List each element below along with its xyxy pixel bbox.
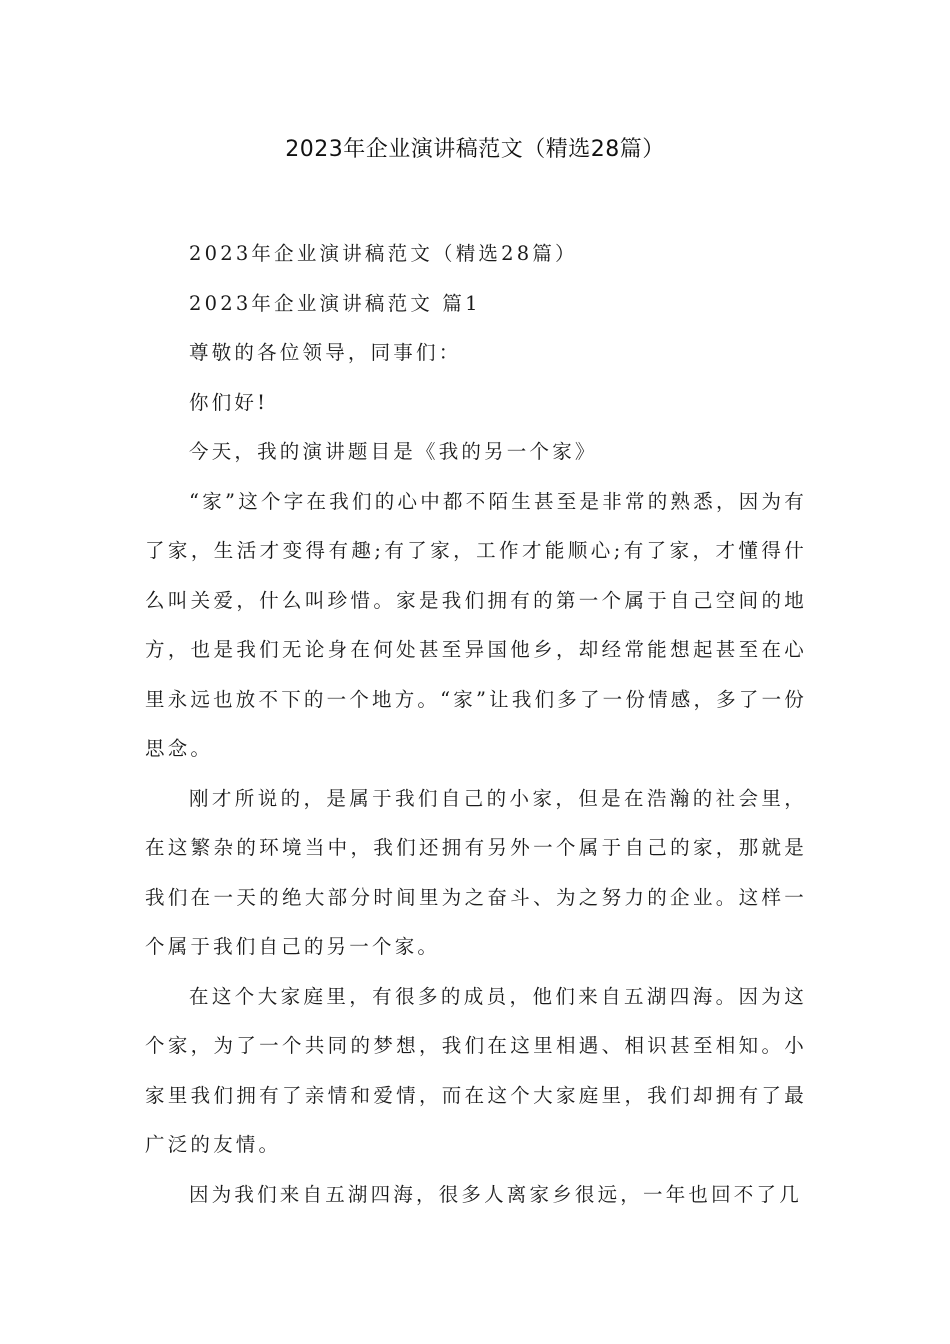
paragraph-body: “家”这个字在我们的心中都不陌生甚至是非常的熟悉，因为有了家，生活才变得有趣;有了家，工作才能顺心;有了家，才懂得什么叫关爱，什么叫珍惜。家是我们拥有的第一个属于自己空间的地方，也是我们无论身在何处甚至异国他乡，却经常能想起甚至在心里永远也放不下的一个地方。“家”让我们多了一份情感，多了一份思念。 [145,489,807,760]
paragraph-salutation: 尊敬的各位领导，同事们： [189,341,462,364]
paragraph-subtitle: 2023年企业演讲稿范文（精选28篇） [189,242,578,265]
document-body [145,229,807,1219]
paragraph-body: 在这个大家庭里，有很多的成员，他们来自五湖四海。因为这个家，为了一个共同的梦想，我们在这里相遇、相识甚至相知。小家里我们拥有了亲情和爱情，而在这个大家庭里，我们却拥有了最广泛的友情。 [145,984,807,1156]
document-title: 2023年企业演讲稿范文（精选28篇） [285,137,665,162]
paragraph-body: 因为我们来自五湖四海，很多人离家乡很远，一年也回不了几 [189,1182,802,1206]
paragraph-section-heading: 2023年企业演讲稿范文 篇1 [189,291,481,315]
paragraph-greeting: 你们好! [189,390,269,414]
paragraph-body: 刚才所说的，是属于我们自己的小家，但是在浩瀚的社会里，在这繁杂的环境当中，我们还拥有另外一个属于自己的家，那就是我们在一天的绝大部分时间里为之奋斗、为之努力的企业。这样一个属于我们自己的另一个家。 [145,786,807,958]
paragraph-topic: 今天，我的演讲题目是《我的另一个家》 [189,440,598,463]
